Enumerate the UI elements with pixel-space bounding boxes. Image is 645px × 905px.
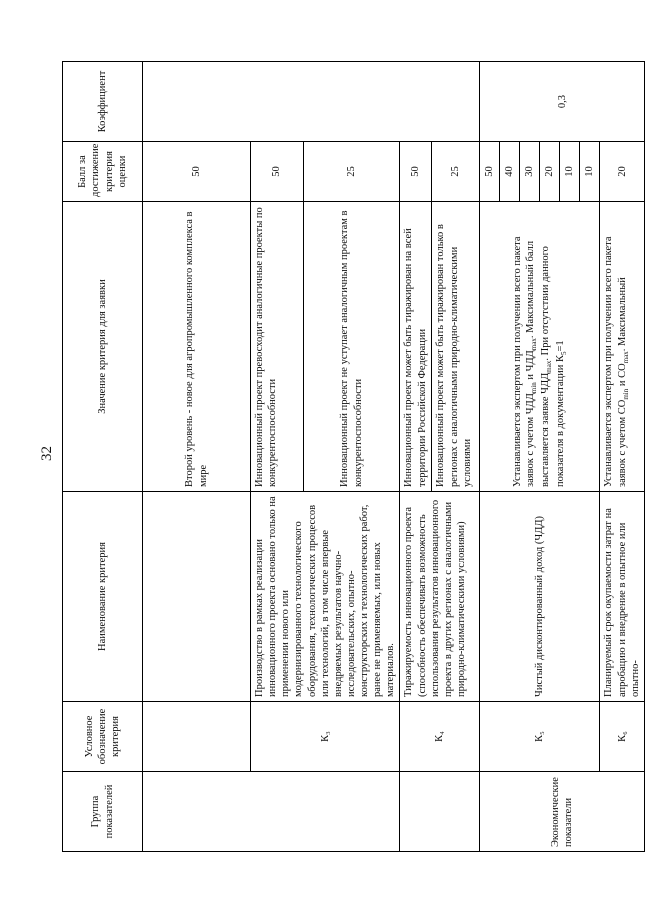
name-k3: Производство в рамках реализации инновационного проекта основано только на применении нового или модернизированного технологического оборудования, технологических процессов или технологий, в том числе впервые внедряемых результатов научно-исследовательских, опытно-конструкторских и технологических работ, ранее не применяемых, или новых материалов. (251, 492, 400, 702)
score-k4-2: 25 (432, 142, 480, 202)
score-k5: 50 (480, 142, 500, 202)
table-row (251, 62, 304, 852)
coef-value: 0,3 (480, 62, 644, 142)
value-k6: Устанавливается экспертом при получении всего пакета заявок с учетом $СО_{min}$ и $СО_{max}$. Максимальный (600, 202, 644, 492)
code-k5: К₅ (480, 702, 600, 772)
score-k3-2: 25 (303, 142, 400, 202)
table-row (480, 62, 500, 852)
header-score: Балл за достижение критерия оценки (63, 142, 143, 202)
value-k5: Устанавливается экспертом при получении всего пакета заявок с учетом $ЧДД_{min}$ и $ЧДД_{max}$. Максимальный балл выставляется заявке $ЧДД_{max}$. При отсутствии данного показателя в документации $К_5=1$ (480, 202, 600, 492)
table-row (143, 62, 251, 852)
score-k5: 10 (560, 142, 580, 202)
value-k4-1: Инновационный проект может быть тиражирован на всей территории Российской Федерации (400, 202, 432, 492)
score-cell: 50 (143, 142, 251, 202)
score-k5: 20 (540, 142, 560, 202)
score-k4-1: 50 (400, 142, 432, 202)
group-cell-top (143, 772, 400, 852)
code-k3: К₃ (251, 702, 400, 772)
name-k5: Чистый дисконтированный доход (ЧДД) (480, 492, 600, 702)
value-k3-2: Инновационный проект не уступает аналогичным проектам в конкурентоспособности (303, 202, 400, 492)
code-k6: К₆ (600, 702, 644, 772)
score-k5: 30 (520, 142, 540, 202)
group-econ: Экономические показатели (480, 772, 644, 852)
table-row (400, 62, 432, 852)
code-k4: К₄ (400, 702, 480, 772)
header-value: Значение критерия для заявки (63, 202, 143, 492)
value-cell: Второй уровень - новое для агропромышленного комплекса в мире (143, 202, 251, 492)
header-code: Условное обозначение критерия (63, 702, 143, 772)
code-cell-empty (143, 702, 251, 772)
score-k6: 20 (600, 142, 644, 202)
score-k3-1: 50 (251, 142, 304, 202)
name-k4: Тиражируемость инновационного проекта (способность обеспечивать возможность использования результатов инновационного проекта в других регионах с аналогичными природно-климатическими условиями) (400, 492, 480, 702)
header-row (63, 62, 143, 852)
value-k4-2: Инновационный проект может быть тиражирован только в регионах с аналогичными природно-климатическими условиями (432, 202, 480, 492)
criteria-table (62, 61, 645, 852)
name-cell-empty (143, 492, 251, 702)
value-k3-1: Инновационный проект превосходит аналогичные проекты по конкурентоспособности (251, 202, 304, 492)
rotated-table-container (62, 62, 641, 852)
header-coef: Коэффициент (63, 62, 143, 142)
score-k5: 10 (580, 142, 600, 202)
name-k6: Планируемый срок окупаемости затрат на апробацию и внедрение в опытное или опытно- (600, 492, 644, 702)
header-name: Наименование критерия (63, 492, 143, 702)
coef-cell-top (143, 62, 480, 142)
group-cell-mid (400, 772, 480, 852)
page-number: 32 (39, 446, 55, 461)
table-row (600, 62, 644, 852)
document-page (62, 62, 641, 852)
score-k5: 40 (500, 142, 520, 202)
header-group: Группа показателей (63, 772, 143, 852)
